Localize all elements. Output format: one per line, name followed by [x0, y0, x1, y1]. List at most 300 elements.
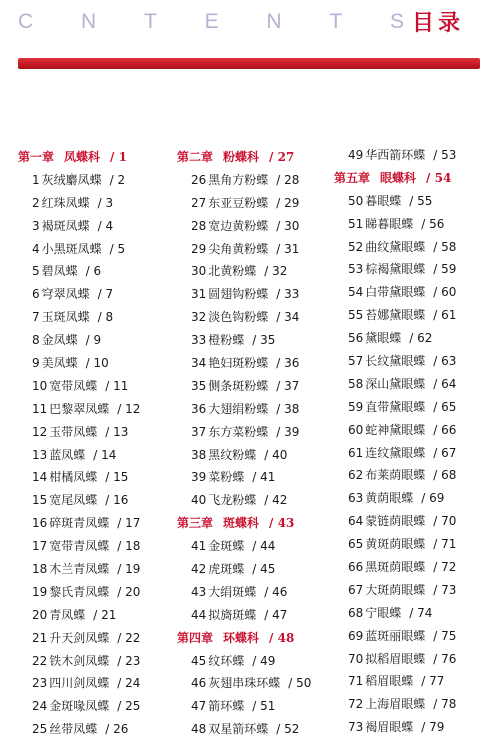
- entry-number: 56: [348, 331, 364, 346]
- chapter-family-name: 环蝶科: [223, 630, 260, 645]
- entry-species-name: 大绢斑蝶: [208, 584, 257, 599]
- entry-number: 31: [191, 287, 207, 302]
- toc-entry[interactable]: [177, 718, 337, 741]
- entry-species-name: 丝带凤蝶: [49, 722, 98, 737]
- entry-number: 22: [32, 653, 48, 668]
- entry-number: 33: [191, 333, 207, 348]
- toc-entry[interactable]: [18, 489, 178, 512]
- entry-species-name: 曲纹黛眼蝶: [365, 239, 426, 254]
- entry-number: 37: [191, 424, 207, 439]
- entry-page: / 65: [433, 399, 457, 414]
- entry-species-name: 铁木剑凤蝶: [49, 653, 110, 668]
- toc-entry[interactable]: [334, 716, 494, 739]
- entry-species-name: 美凤蝶: [41, 356, 78, 371]
- entry-species-name: 碧凤蝶: [41, 264, 78, 279]
- entry-number: 68: [348, 605, 364, 620]
- toc-entry[interactable]: [334, 373, 494, 396]
- entry-page: / 61: [433, 308, 457, 323]
- entry-page: / 38: [276, 401, 300, 416]
- entry-species-name: 四川剑凤蝶: [49, 676, 110, 691]
- entry-page: / 4: [97, 218, 114, 233]
- entry-species-name: 纹环蝶: [208, 653, 245, 668]
- entry-species-name: 宁眼蝶: [365, 605, 402, 620]
- entry-number: 27: [191, 195, 207, 210]
- entry-page: / 60: [433, 285, 457, 300]
- toc-entry[interactable]: [18, 627, 178, 650]
- entry-number: 50: [348, 193, 364, 208]
- toc-entry[interactable]: [177, 260, 337, 283]
- entry-species-name: 褐斑凤蝶: [41, 218, 90, 233]
- contents-letter: T: [143, 10, 157, 33]
- entry-number: 60: [348, 422, 364, 437]
- entry-species-name: 灰翅串珠环蝶: [208, 676, 281, 691]
- entry-species-name: 淡色钩粉蝶: [208, 310, 269, 325]
- entry-page: / 13: [105, 424, 129, 439]
- toc-entry[interactable]: [18, 375, 178, 398]
- entry-page: / 67: [433, 445, 457, 460]
- entry-species-name: 大翅绢粉蝶: [208, 401, 269, 416]
- entry-number: 47: [191, 699, 207, 714]
- entry-species-name: 玉斑凤蝶: [41, 310, 90, 325]
- toc-entry[interactable]: [334, 510, 494, 533]
- entry-page: / 47: [264, 607, 288, 622]
- entry-species-name: 橙粉蝶: [208, 333, 245, 348]
- entry-species-name: 稻眉眼蝶: [365, 674, 414, 689]
- entry-page: / 53: [433, 148, 457, 162]
- entry-species-name: 玉带凤蝶: [49, 424, 98, 439]
- entry-number: 16: [32, 516, 48, 531]
- entry-species-name: 上海眉眼蝶: [365, 697, 426, 712]
- entry-page: / 52: [276, 722, 300, 737]
- toc-entry[interactable]: [177, 306, 337, 329]
- entry-species-name: 白带黛眼蝶: [365, 285, 426, 300]
- entry-number: 64: [348, 514, 364, 529]
- entry-number: 61: [348, 445, 364, 460]
- entry-number: 32: [191, 310, 207, 325]
- entry-page: / 21: [93, 607, 117, 622]
- toc-entry[interactable]: [18, 650, 178, 673]
- entry-number: 52: [348, 239, 364, 254]
- toc-entry[interactable]: [334, 442, 494, 465]
- entry-species-name: 长纹黛眼蝶: [365, 354, 426, 369]
- entry-species-name: 宽尾凤蝶: [49, 493, 98, 508]
- entry-page: / 28: [276, 172, 300, 187]
- entry-number: 3: [32, 218, 40, 233]
- entry-page: / 46: [264, 584, 288, 599]
- entry-number: 24: [32, 699, 48, 714]
- entry-page: / 68: [433, 468, 457, 483]
- entry-page: / 75: [433, 628, 457, 643]
- entry-number: 58: [348, 376, 364, 391]
- toc-entry[interactable]: [177, 283, 337, 306]
- entry-page: / 34: [276, 310, 300, 325]
- toc-entry[interactable]: [18, 192, 178, 215]
- toc-entry[interactable]: [334, 487, 494, 510]
- entry-page: / 14: [93, 447, 117, 462]
- entry-species-name: 飞龙粉蝶: [208, 493, 257, 508]
- entry-page: / 79: [421, 720, 445, 735]
- entry-species-name: 苔娜黛眼蝶: [365, 308, 426, 323]
- chapter-page: / 1: [110, 150, 127, 164]
- entry-number: 73: [348, 720, 364, 735]
- toc-entry[interactable]: [18, 306, 178, 329]
- entry-number: 62: [348, 468, 364, 483]
- toc-entry[interactable]: [334, 464, 494, 487]
- toc-entry[interactable]: [18, 581, 178, 604]
- toc-entry[interactable]: [334, 236, 494, 259]
- entry-page: / 16: [105, 493, 129, 508]
- entry-species-name: 布莱荫眼蝶: [365, 468, 426, 483]
- entry-number: 67: [348, 582, 364, 597]
- entry-page: / 22: [117, 630, 141, 645]
- entry-number: 14: [32, 470, 48, 485]
- entry-number: 54: [348, 285, 364, 300]
- entry-species-name: 东亚豆粉蝶: [208, 195, 269, 210]
- contents-letter: E: [204, 10, 219, 33]
- entry-species-name: 箭环蝶: [208, 699, 245, 714]
- entry-number: 41: [191, 539, 207, 554]
- entry-number: 9: [32, 356, 40, 371]
- toc-entry[interactable]: [334, 419, 494, 442]
- toc-entry[interactable]: [334, 258, 494, 281]
- entry-species-name: 升天剑凤蝶: [49, 630, 110, 645]
- toc-entry[interactable]: [177, 215, 337, 238]
- chapter-label: 第二章: [177, 150, 214, 164]
- entry-species-name: 木兰青凤蝶: [49, 562, 110, 577]
- toc-entry[interactable]: [334, 190, 494, 213]
- toc-entry[interactable]: [334, 693, 494, 716]
- entry-number: 48: [191, 722, 207, 737]
- entry-page: / 45: [252, 562, 276, 577]
- entry-species-name: 红珠凤蝶: [41, 195, 90, 210]
- entry-number: 8: [32, 333, 40, 348]
- toc-chapter-heading[interactable]: [334, 167, 494, 190]
- entry-species-name: 巴黎翠凤蝶: [49, 401, 110, 416]
- entry-species-name: 拟稻眉眼蝶: [365, 651, 426, 666]
- toc-entry[interactable]: [177, 238, 337, 261]
- toc-entry[interactable]: [177, 375, 337, 398]
- toc-entry[interactable]: [334, 625, 494, 648]
- entry-number: 66: [348, 560, 364, 575]
- entry-number: 23: [32, 676, 48, 691]
- toc-entry[interactable]: [18, 718, 178, 741]
- entry-species-name: 东方菜粉蝶: [208, 424, 269, 439]
- entry-species-name: 穹翠凤蝶: [41, 287, 90, 302]
- toc-entry[interactable]: [18, 352, 178, 375]
- entry-number: 2: [32, 195, 40, 210]
- chapter-label: 第一章: [18, 150, 55, 164]
- entry-species-name: 虎斑蝶: [208, 562, 245, 577]
- toc-entry[interactable]: [18, 672, 178, 695]
- toc-entry[interactable]: [18, 283, 178, 306]
- toc-chapter-heading[interactable]: [177, 146, 337, 169]
- entry-species-name: 蓝斑丽眼蝶: [365, 628, 426, 643]
- entry-number: 53: [348, 262, 364, 277]
- entry-species-name: 大斑荫眼蝶: [365, 582, 426, 597]
- toc-entry[interactable]: [334, 556, 494, 579]
- entry-number: 42: [191, 562, 207, 577]
- entry-number: 38: [191, 447, 207, 462]
- entry-species-name: 黄荫眼蝶: [365, 491, 414, 506]
- contents-letter: N: [266, 10, 282, 33]
- entry-species-name: 黑纹粉蝶: [208, 447, 257, 462]
- entry-page: / 78: [433, 697, 457, 712]
- entry-page: / 39: [276, 424, 300, 439]
- entry-species-name: 碎斑青凤蝶: [49, 516, 110, 531]
- toc-entry[interactable]: [18, 512, 178, 535]
- chapter-family-name: 斑蝶科: [223, 516, 260, 531]
- entry-page: / 58: [433, 239, 457, 254]
- entry-page: / 69: [421, 491, 445, 506]
- toc-entry[interactable]: [334, 648, 494, 671]
- toc-entry[interactable]: [177, 604, 337, 627]
- toc-entry[interactable]: [177, 466, 337, 489]
- entry-number: 12: [32, 424, 48, 439]
- entry-number: 57: [348, 354, 364, 369]
- entry-number: 43: [191, 584, 207, 599]
- entry-number: 59: [348, 399, 364, 414]
- entry-species-name: 暮眼蝶: [365, 193, 402, 208]
- toc-column-1: [18, 146, 178, 741]
- entry-species-name: 尖角黄粉蝶: [208, 241, 269, 256]
- header-divider-bar: [18, 58, 480, 69]
- entry-number: 71: [348, 674, 364, 689]
- entry-number: 46: [191, 676, 207, 691]
- entry-number: 49: [348, 148, 364, 162]
- toc-entry[interactable]: [177, 489, 337, 512]
- entry-page: / 25: [117, 699, 141, 714]
- entry-page: / 49: [252, 653, 276, 668]
- entry-page: / 71: [433, 537, 457, 552]
- entry-page: / 32: [264, 264, 288, 279]
- entry-species-name: 小黑斑凤蝶: [41, 241, 102, 256]
- entry-species-name: 宽边黄粉蝶: [208, 218, 269, 233]
- toc-chapter-heading[interactable]: [177, 627, 337, 650]
- toc-entry[interactable]: [177, 672, 337, 695]
- toc-column-3: [334, 144, 494, 739]
- entry-page: / 62: [409, 331, 433, 346]
- toc-entry[interactable]: [334, 396, 494, 419]
- entry-number: 39: [191, 470, 207, 485]
- entry-page: / 35: [252, 333, 276, 348]
- toc-entry[interactable]: [18, 466, 178, 489]
- toc-chapter-heading[interactable]: [177, 512, 337, 535]
- entry-page: / 20: [117, 584, 141, 599]
- contents-letter: C: [18, 10, 34, 33]
- entry-number: 30: [191, 264, 207, 279]
- toc-entry[interactable]: [177, 535, 337, 558]
- toc-entry[interactable]: [18, 558, 178, 581]
- toc-entry[interactable]: [334, 350, 494, 373]
- toc-entry[interactable]: [18, 215, 178, 238]
- entry-page: / 70: [433, 514, 457, 529]
- entry-page: / 74: [409, 605, 433, 620]
- toc-column-2: [177, 146, 337, 741]
- entry-species-name: 双星箭环蝶: [208, 722, 269, 737]
- entry-page: / 2: [109, 172, 126, 187]
- entry-page: / 76: [433, 651, 457, 666]
- entry-number: 13: [32, 447, 48, 462]
- entry-species-name: 宽带青凤蝶: [49, 539, 110, 554]
- entry-page: / 11: [105, 378, 129, 393]
- entry-species-name: 连纹黛眼蝶: [365, 445, 426, 460]
- entry-species-name: 侧条斑粉蝶: [208, 378, 269, 393]
- chapter-label: 第五章: [334, 170, 371, 185]
- toc-entry[interactable]: [18, 604, 178, 627]
- entry-species-name: 黄斑荫眼蝶: [365, 537, 426, 552]
- toc-entry[interactable]: [18, 169, 178, 192]
- page-header: [0, 0, 500, 50]
- entry-species-name: 蒙链荫眼蝶: [365, 514, 426, 529]
- toc-entry[interactable]: [18, 398, 178, 421]
- toc-entry[interactable]: [334, 281, 494, 304]
- entry-page: / 26: [105, 722, 129, 737]
- entry-page: / 18: [117, 539, 141, 554]
- entry-number: 35: [191, 378, 207, 393]
- toc-entry[interactable]: [177, 581, 337, 604]
- chapter-page: / 48: [269, 630, 295, 645]
- entry-page: / 56: [421, 216, 445, 231]
- toc-entry[interactable]: [177, 558, 337, 581]
- entry-number: 63: [348, 491, 364, 506]
- toc-entry[interactable]: [177, 169, 337, 192]
- entry-species-name: 圆翅钩粉蝶: [208, 287, 269, 302]
- entry-page: / 36: [276, 356, 300, 371]
- toc-entry[interactable]: [177, 398, 337, 421]
- entry-species-name: 拟旖斑蝶: [208, 607, 257, 622]
- entry-page: / 63: [433, 354, 457, 369]
- entry-species-name: 黑斑荫眼蝶: [365, 560, 426, 575]
- toc-entry[interactable]: [334, 304, 494, 327]
- entry-number: 5: [32, 264, 40, 279]
- toc-entry[interactable]: [334, 144, 494, 167]
- contents-word: [18, 10, 404, 34]
- toc-entry[interactable]: [177, 444, 337, 467]
- entry-species-name: 青凤蝶: [49, 607, 86, 622]
- contents-letter: S: [389, 10, 404, 33]
- entry-species-name: 黛眼蝶: [365, 331, 402, 346]
- entry-species-name: 金斑喙凤蝶: [49, 699, 110, 714]
- chapter-label: 第三章: [177, 516, 214, 531]
- entry-species-name: 柑橘凤蝶: [49, 470, 98, 485]
- entry-number: 25: [32, 722, 48, 737]
- entry-page: / 73: [433, 582, 457, 597]
- entry-page: / 12: [117, 401, 141, 416]
- entry-species-name: 金斑蝶: [208, 539, 245, 554]
- entry-species-name: 睇暮眼蝶: [365, 216, 414, 231]
- entry-page: / 59: [433, 262, 457, 277]
- entry-species-name: 金凤蝶: [41, 333, 78, 348]
- toc-entry[interactable]: [177, 650, 337, 673]
- entry-species-name: 宽带凤蝶: [49, 378, 98, 393]
- toc-entry[interactable]: [334, 670, 494, 693]
- toc-chapter-heading[interactable]: [18, 146, 178, 169]
- entry-number: 69: [348, 628, 364, 643]
- entry-page: / 31: [276, 241, 300, 256]
- entry-page: / 17: [117, 516, 141, 531]
- entry-number: 51: [348, 216, 364, 231]
- toc-entry[interactable]: [177, 329, 337, 352]
- entry-number: 19: [32, 584, 48, 599]
- entry-page: / 24: [117, 676, 141, 691]
- entry-species-name: 直带黛眼蝶: [365, 399, 426, 414]
- entry-number: 40: [191, 493, 207, 508]
- entry-species-name: 菜粉蝶: [208, 470, 245, 485]
- entry-number: 17: [32, 539, 48, 554]
- entry-number: 34: [191, 356, 207, 371]
- entry-number: 10: [32, 378, 48, 393]
- chapter-page: / 43: [269, 516, 295, 531]
- entry-page: / 55: [409, 193, 433, 208]
- toc-entry[interactable]: [177, 352, 337, 375]
- entry-page: / 5: [109, 241, 126, 256]
- entry-page: / 42: [264, 493, 288, 508]
- toc-entry[interactable]: [18, 238, 178, 261]
- entry-page: / 7: [97, 287, 114, 302]
- entry-page: / 51: [252, 699, 276, 714]
- entry-number: 26: [191, 172, 207, 187]
- contents-letter: T: [329, 10, 343, 33]
- chapter-label: 第四章: [177, 630, 214, 645]
- toc-entry[interactable]: [334, 533, 494, 556]
- toc-entry[interactable]: [177, 192, 337, 215]
- entry-species-name: 蓝凤蝶: [49, 447, 86, 462]
- entry-page: / 50: [288, 676, 312, 691]
- entry-number: 28: [191, 218, 207, 233]
- entry-number: 44: [191, 607, 207, 622]
- entry-species-name: 蛇神黛眼蝶: [365, 422, 426, 437]
- entry-number: 11: [32, 401, 48, 416]
- entry-page: / 29: [276, 195, 300, 210]
- entry-page: / 41: [252, 470, 276, 485]
- entry-species-name: 华西箭环蝶: [365, 148, 426, 162]
- toc-entry[interactable]: [334, 213, 494, 236]
- entry-page: / 15: [105, 470, 129, 485]
- toc-entry[interactable]: [177, 421, 337, 444]
- entry-number: 6: [32, 287, 40, 302]
- toc-entry[interactable]: [18, 421, 178, 444]
- entry-species-name: 棕褐黛眼蝶: [365, 262, 426, 277]
- entry-page: / 6: [85, 264, 102, 279]
- entry-species-name: 黎氏青凤蝶: [49, 584, 110, 599]
- toc-entry[interactable]: [334, 579, 494, 602]
- entry-number: 72: [348, 697, 364, 712]
- entry-page: / 8: [97, 310, 114, 325]
- chapter-family-name: 粉蝶科: [223, 150, 260, 164]
- contents-letter: N: [80, 10, 97, 33]
- toc-entry[interactable]: [18, 329, 178, 352]
- toc-entry[interactable]: [18, 444, 178, 467]
- chapter-page: / 54: [426, 170, 452, 185]
- toc-entry[interactable]: [334, 602, 494, 625]
- entry-species-name: 深山黛眼蝶: [365, 376, 426, 391]
- toc-entry[interactable]: [18, 260, 178, 283]
- entry-number: 45: [191, 653, 207, 668]
- entry-species-name: 黑角方粉蝶: [208, 172, 269, 187]
- entry-number: 15: [32, 493, 48, 508]
- entry-number: 7: [32, 310, 40, 325]
- entry-page: / 10: [85, 356, 109, 371]
- toc-entry[interactable]: [18, 535, 178, 558]
- chapter-page: / 27: [269, 150, 295, 164]
- entry-page: / 3: [97, 195, 114, 210]
- toc-entry[interactable]: [334, 327, 494, 350]
- entry-page: / 72: [433, 560, 457, 575]
- entry-page: / 66: [433, 422, 457, 437]
- entry-species-name: 艳妇斑粉蝶: [208, 356, 269, 371]
- entry-page: / 44: [252, 539, 276, 554]
- entry-number: 29: [191, 241, 207, 256]
